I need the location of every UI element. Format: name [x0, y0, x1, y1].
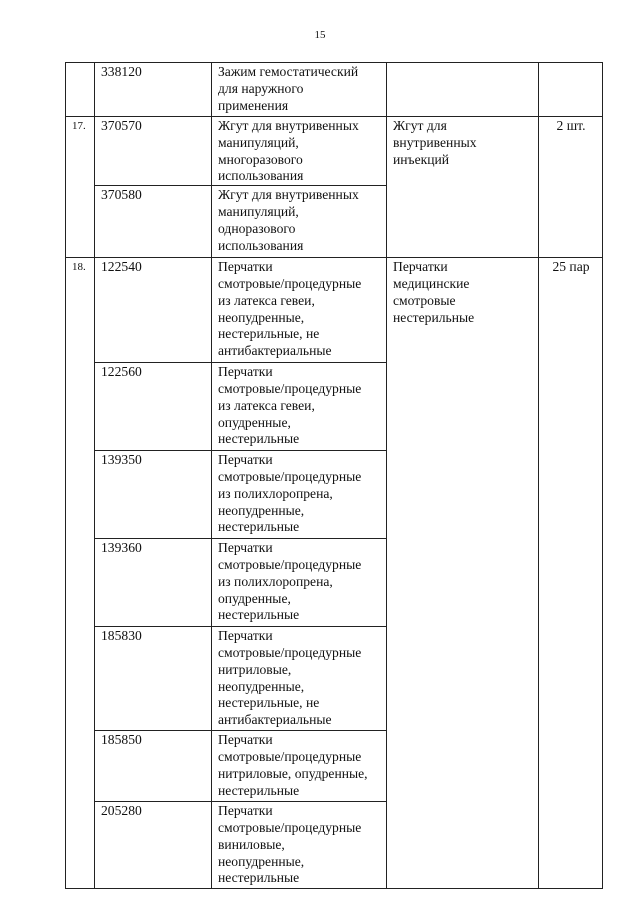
table-row [66, 117, 603, 186]
code-cell: 122540 [95, 258, 212, 363]
page-number: 15 [314, 29, 326, 41]
medical-items-table [65, 62, 603, 889]
table-row [66, 63, 603, 117]
name-cell: Перчатки смотровые/процедурные из полихлоропрена, опудренные, нестерильные [212, 539, 387, 627]
code-cell: 185830 [95, 627, 212, 731]
code-cell: 122560 [95, 363, 212, 451]
name-cell: Перчатки смотровые/процедурные из латекса гевеи, неопудренные, нестерильные, не антибактериальные [212, 258, 387, 363]
name-cell: Перчатки смотровые/процедурные из латекса гевеи, опудренные, нестерильные [212, 363, 387, 451]
table-row [66, 258, 603, 363]
type-cell [387, 63, 539, 117]
name-cell: Зажим гемостатический для наружного применения [212, 63, 387, 117]
name-cell: Перчатки смотровые/процедурные нитриловые, неопудренные, нестерильные, не антибактериальные [212, 627, 387, 731]
row-number-cell: 17. [66, 117, 95, 258]
code-cell: 185850 [95, 731, 212, 802]
code-cell: 205280 [95, 802, 212, 889]
type-cell: Перчатки медицинские смотровые нестерильные [387, 258, 539, 889]
quantity-cell: 2 шт. [539, 117, 603, 258]
row-number-cell [66, 63, 95, 117]
row-number-cell: 18. [66, 258, 95, 889]
name-cell: Перчатки смотровые/процедурные нитриловые, опудренные, нестерильные [212, 731, 387, 802]
name-cell: Жгут для внутривенных манипуляций, одноразового использования [212, 186, 387, 258]
code-cell: 370580 [95, 186, 212, 258]
code-cell: 370570 [95, 117, 212, 186]
code-cell: 139360 [95, 539, 212, 627]
name-cell: Жгут для внутривенных манипуляций, многоразового использования [212, 117, 387, 186]
name-cell: Перчатки смотровые/процедурные виниловые, неопудренные, нестерильные [212, 802, 387, 889]
name-cell: Перчатки смотровые/процедурные из полихлоропрена, неопудренные, нестерильные [212, 451, 387, 539]
quantity-cell [539, 63, 603, 117]
code-cell: 139350 [95, 451, 212, 539]
code-cell: 338120 [95, 63, 212, 117]
quantity-cell: 25 пар [539, 258, 603, 889]
type-cell: Жгут для внутривенных инъекций [387, 117, 539, 258]
